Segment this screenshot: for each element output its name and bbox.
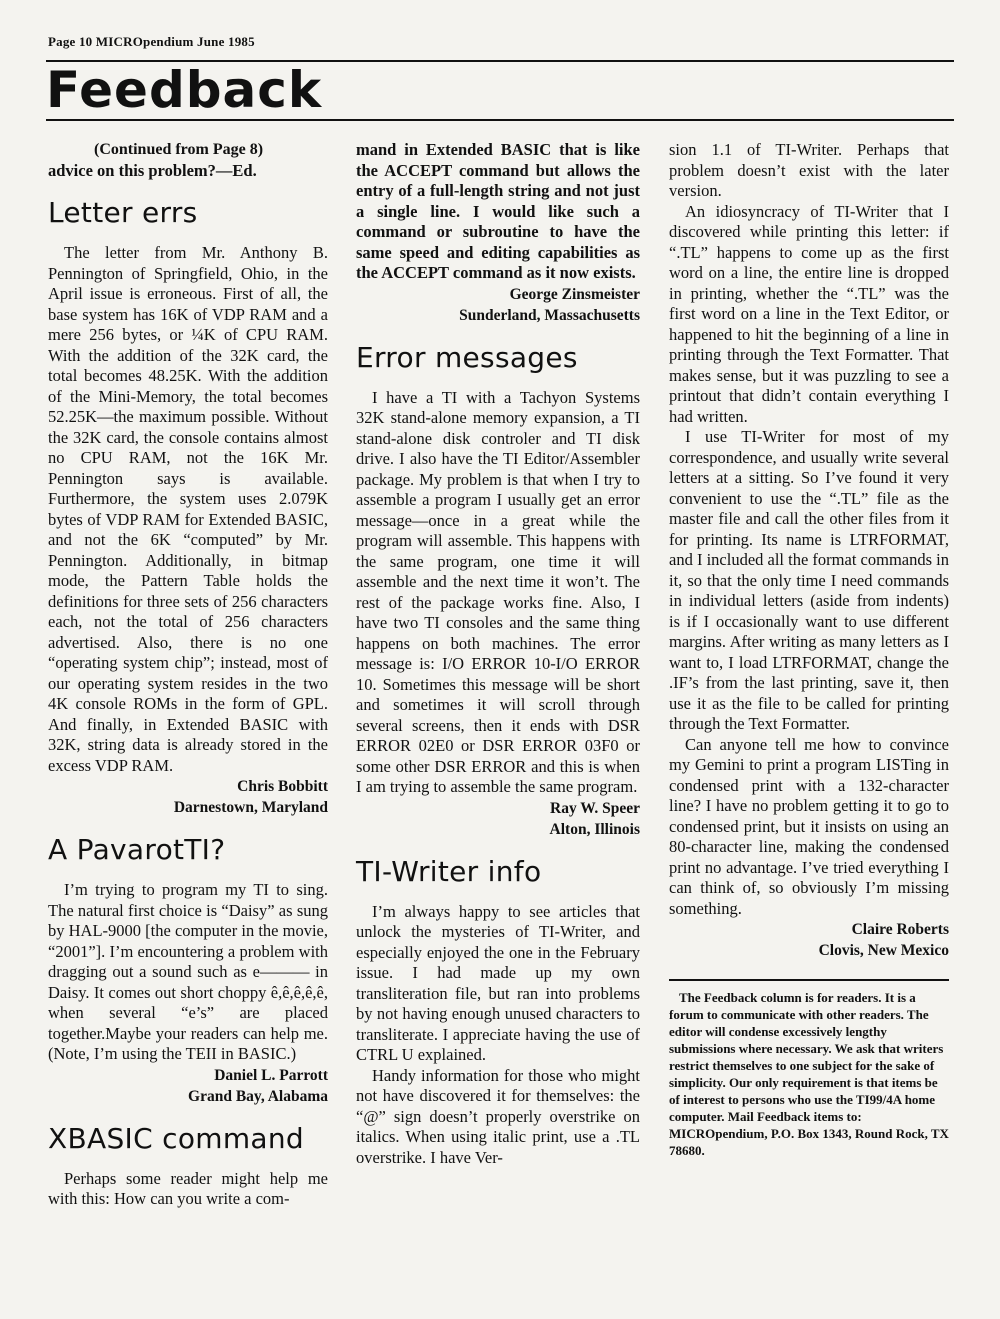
column-1 xyxy=(48,140,328,1210)
column-3 xyxy=(669,140,949,1159)
heading-xbasic-command: XBASIC command xyxy=(48,1121,304,1155)
xbasic-body-continued: mand in Extended BASIC that is like the ACCEPT command but allows the entry of a full-length string and not just a single line. I would like such a command or subroutine to have the same speed and editing capabilities as the ACCEPT command as it now exists. xyxy=(356,140,640,282)
column-2 xyxy=(356,140,640,1168)
heading-pavarotti: A PavarotTI? xyxy=(48,833,226,866)
signature-name: Claire Roberts xyxy=(851,921,949,938)
signature-name: George Zinsmeister xyxy=(509,285,640,303)
ti-writer-paragraph: Handy information for those who might not have discovered it for themselves: the “@” sign doesn’t properly overstrike on italics. When using italic print, use a .TL overstrike. I have Ver- xyxy=(356,1065,640,1167)
column-title: Feedback xyxy=(46,61,323,119)
editor-note: advice on this problem?—Ed. xyxy=(48,160,257,180)
running-head: Page 10 MICROpendium June 1985 xyxy=(48,34,255,49)
feedback-info-box: The Feedback column is for readers. It is a forum to communicate with other readers. The editor will condense excessively lengthy submissions where necessary. We ask that writers restrict themselves to one subject for the sake of simplicity. Our only requirement is that items be of interest to persons who use the TI99/4A home computer. Mail Feedback items to: MICROpendium, P.O. Box 1343, Round Rock, TX 78680. xyxy=(669,979,949,1159)
heading-ti-writer-info: TI-Writer info xyxy=(356,854,542,888)
letter-errs-body: The letter from Mr. Anthony B. Pennington of Springfield, Ohio, in the April issue is erroneous. First of all, the base system has 16K of VDP RAM and a mere 256 bytes, or ¼K of CPU RAM. With the addition of the 32K card, the total becomes 48.25K. With the addition of the Mini-Memory, the total becomes 52.25K—the maximum possible. Without the 32K card, the console contains almost no CPU RAM, not the 16K Mr. Pennington says is available. Furthermore, the system uses 2.079K bytes of VDP RAM for Extended BASIC, and not the 6K “computed” by Mr. Pennington. Additionally, in bitmap mode, the Pattern Table holds the definitions for three sets of 256 characters each, not the total of 256 characters advertised. Also, there is no one “operating system chip”; instead, most of our operating system resides in the two 4K console ROMs in the form of GPL. And finally, in Extended BASIC with 32K, string data is already stored in the excess VDP RAM. xyxy=(48,243,328,775)
heading-error-messages: Error messages xyxy=(356,340,578,374)
continued-note: (Continued from Page 8) xyxy=(94,141,264,158)
signature-place: Grand Bay, Alabama xyxy=(188,1087,328,1105)
title-rule xyxy=(46,119,954,121)
pavarotti-body: I’m trying to program my TI to sing. The natural first choice is “Daisy” as sung by HAL-9000 [the computer in the movie, “2001”]. I’m encountering a problem with dragging out a sound such as e——— in Daisy. It comes out short choppy ê,ê,ê,ê,ê, when several “e’s” are placed together.Maybe your readers can help me. (Note, I’m using the TEII in BASIC.) xyxy=(48,880,328,1063)
signature-place: Alton, Illinois xyxy=(549,820,640,838)
heading-letter-errs: Letter errs xyxy=(48,196,198,229)
signature-place: Darnestown, Maryland xyxy=(173,799,328,816)
ti-writer-paragraph: An idiosyncracy of TI-Writer that I discovered while printing this letter: if “.TL” happens to come up as the first word on a line, the entire line is dropped in printing, whether the “.TL” was the first word on a line in the Text Editor, or happened to hit the beginning of a line in printing through the Text Formatter. That makes sense, but it was puzzling to see a printout that didn’t contain everything I had written. xyxy=(669,201,949,426)
ti-writer-paragraph: I use TI-Writer for most of my correspondence, and usually write several letters at a sitting. So I’ve found it very convenient to use the “.TL” file as the master file and call the other files from it for printing. Its name is LTRFORMAT, and I included all the format commands in it, so that the only time I need commands in individual letters (aside from indents) is if I occasionally want to use different margins. After writing as many letters as I want to, I load LTRFORMAT, change the .IF’s from the last printing, save it, then use it as the file to be called for printing through the Text Formatter. xyxy=(669,427,949,733)
ti-writer-continued: sion 1.1 of TI-Writer. Perhaps that problem doesn’t exist with the later version. xyxy=(669,140,949,200)
signature-name: Daniel L. Parrott xyxy=(214,1066,328,1084)
error-messages-body: I have a TI with a Tachyon Systems 32K stand-alone memory expansion, a TI stand-alone disk controler and TI disk drive. I also have the TI Editor/Assembler package. My problem is that when I try to assemble a program I usually get an error message—once in a great while the program will assemble. This happens with the same program, one time it will assemble and the next time it won’t. The rest of the package works fine. Also, I have two TI consoles and the same thing happens on both machines. The error message is: I/O ERROR 10-I/O ERROR 10. Sometimes this message will be short and sometimes it will scroll through several screens, then it ends with DSR ERROR 02E0 or DSR ERROR 03F0 or some other DSR ERROR and this is when I am trying to assemble the same program. xyxy=(356,387,640,796)
ti-writer-paragraph: I’m always happy to see articles that unlock the mysteries of TI-Writer, and especially enjoyed the one in the February issue. I had made up my own transliteration file, but ran into problems by not having enough unused characters to transliterate. I appreciate having the use of CTRL U explained. xyxy=(356,901,640,1064)
signature-place: Sunderland, Massachusetts xyxy=(459,306,640,324)
signature-name: Chris Bobbitt xyxy=(237,778,328,795)
signature-place: Clovis, New Mexico xyxy=(818,942,949,959)
xbasic-body: Perhaps some reader might help me with this: How can you write a com- xyxy=(48,1168,328,1208)
signature-name: Ray W. Speer xyxy=(550,799,640,817)
ti-writer-paragraph: Can anyone tell me how to convince my Gemini to print a program LISTing in condensed print with a 132-character line? I have no problem getting it to go to condensed print, but it insists on using an 80-character line, making the condensed print no advantage. I’ve tried everything I can think of, so obviously I’m missing something. xyxy=(669,734,949,918)
